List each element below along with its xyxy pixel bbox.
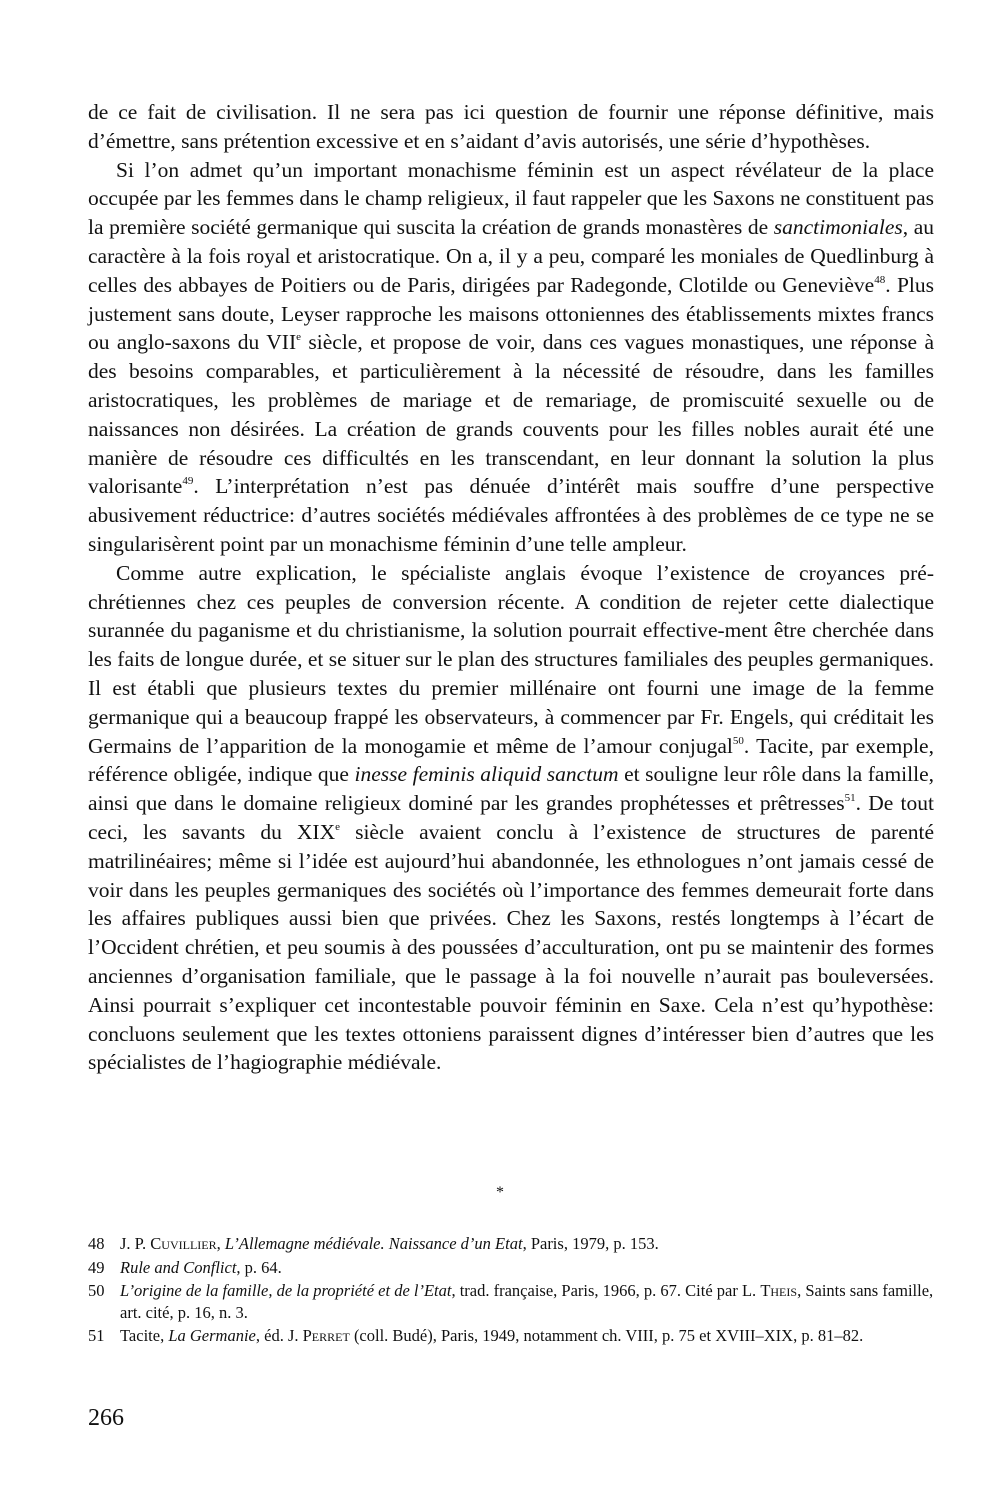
paragraph-2 xyxy=(88,156,934,559)
footnote-text: , Saints sans famille, art. cité, p. 16, n. 3. xyxy=(120,1281,934,1322)
footnote-number: 49 xyxy=(88,1257,105,1277)
italic-latin-quote: inesse feminis aliquid sanctum xyxy=(354,762,619,787)
footnote-ref-48[interactable]: 48 xyxy=(874,273,886,286)
footnote-text: , p. 64. xyxy=(236,1257,282,1277)
paragraph-3-text-a: Comme autre explication, le spécialiste anglais évoque l’existence de croyances pré-chrétiennes chez ces peuples de conversion récente. A condition de rejeter cette dialectique surannée du paganisme et du christianisme, la solution pourrait effective-ment être cherchée dans les faits de longue durée, et se situer sur le plan des structures familiales des peuples germaniques. Il est établi que plusieurs textes du premier millénaire ont fourni une image de la femme germanique qui a beaucoup frappé les observateurs, à commencer par Fr. Engels, qui créditait les Germains de l’apparition de la monogamie et même de l’amour conjugal xyxy=(88,560,934,758)
footnote-text: Tacite, xyxy=(120,1326,169,1345)
paragraph-3-text-f: siècle avaient conclu à l’existence de structures de parenté matrilinéaires; même si l’idée est aujourd’hui abandonnée, les ethnologues n’ont jamais cessé de voir dans les peuples germaniques des sociétés où l’importance des femmes demeurait forte dans les affaires publiques aussi bien que privées. Chez les Saxons, restés longtemps à l’écart de l’Occident chrétien, et peu soumis à des poussées d’acculturation, ont pu se maintenir des formes anciennes d’organisation familiale, que le passage à la foi nouvelle n’aurait pas bouleversées. Ainsi pourrait s’expliquer cet incontestable pouvoir féminin en Saxe. Cela n’est qu’hypothèse: concluons seulement que les textes ottoniens paraissent dignes d’intéresser bien d’autres que les spécialistes de l’hagiographie médiévale. xyxy=(88,819,934,1075)
paragraph-2-text-f: . L’interprétation n’est pas dénuée d’intérêt mais souffre d’une perspective abusivement réductrice: d’autres sociétés médiévales affrontées à des problèmes de ce type ne se singularisèrent point par un monachisme féminin d’une telle ampleur. xyxy=(88,474,934,556)
footnote-author: Theis xyxy=(760,1281,798,1300)
footnote-50 xyxy=(88,1280,934,1323)
footnote-title: La Germanie xyxy=(168,1326,256,1345)
footnote-text: , trad. française, Paris, 1966, p. 67. Cité par L. xyxy=(451,1281,761,1300)
footnote-ref-50[interactable]: 50 xyxy=(732,734,744,747)
footnote-title: L’origine de la famille, de la propriété et de l’Etat xyxy=(120,1281,452,1300)
footnote-51 xyxy=(88,1325,934,1347)
footnote-number: 48 xyxy=(88,1234,105,1253)
paragraph-1 xyxy=(88,98,934,156)
paragraph-3-text-e: . De tout ceci, les savants du XIX xyxy=(88,791,934,844)
footnote-text: , éd. J. xyxy=(255,1326,303,1345)
footnote-number: 50 xyxy=(88,1281,105,1300)
paragraph-1-text: de ce fait de civilisation. Il ne sera pas ici question de fournir une réponse définitive, mais d’émettre, sans prétention excessive et en s’aidant d’avis autorisés, une série d’hypothèses. xyxy=(88,100,934,153)
italic-term-sanctimoniales: sanctimoniales xyxy=(773,215,903,240)
footnote-text: , xyxy=(216,1234,225,1253)
page-number: 266 xyxy=(88,1405,124,1431)
paragraph-3-text-d: et souligne leur rôle dans la famille, ainsi que dans le domaine religieux dominé par les grandes prophétesses et prêtresses xyxy=(88,762,934,816)
paragraph-3 xyxy=(88,559,934,1077)
section-separator: * xyxy=(496,1184,504,1201)
footnote-author: Perret xyxy=(302,1326,350,1345)
footnote-ref-51[interactable]: 51 xyxy=(844,792,856,805)
paragraph-2-text-d: . Plus justement sans doute, Leyser rapproche les maisons ottoniennes des établissements mixtes francs ou anglo-saxons du VII xyxy=(88,272,934,355)
paragraph-2-text-c: , au caractère à la fois royal et aristocratique. On a, il y a peu, comparé les moniales de Quedlinburg à celles des abbayes de Poitiers ou de Paris, dirigées par Radegonde, Clotilde ou Geneviève xyxy=(88,215,935,297)
footnote-49 xyxy=(88,1257,934,1279)
footnotes xyxy=(88,1233,934,1349)
superscript-e: e xyxy=(335,820,341,833)
footnote-number: 51 xyxy=(88,1326,105,1345)
footnote-title: Rule and Conflict xyxy=(120,1257,237,1277)
footnote-text: , Paris, 1979, p. 153. xyxy=(522,1234,659,1253)
footnote-text: J. P. xyxy=(120,1234,151,1253)
footnote-48 xyxy=(88,1233,934,1255)
paragraph-2-text-e: siècle, et propose de voir, dans ces vagues monastiques, une réponse à des besoins comparables, et particulièrement à la nécessité de résoudre, dans les familles aristocratiques, les problèmes de mariage et de remariage, de promiscuité sexuelle ou de naissances non désirées. La création de grands couvents pour les filles nobles aurait été une manière de résoudre ces difficultés en les transcendant, en leur donnant la solution la plus valorisante xyxy=(88,330,934,499)
footnote-author: Cuvillier xyxy=(150,1234,217,1253)
superscript-e: e xyxy=(296,331,301,344)
paragraph-2-text-a: Si l’on admet qu’un important monachisme féminin est un aspect révélateur de la place occupée par les femmes dans le champ religieux, il faut rappeler que les Saxons ne constituent pas la première société germanique qui suscita la création de grands monastères de xyxy=(88,157,934,240)
footnote-text: (coll. Budé), Paris, 1949, notamment ch. VIII, p. 75 et XVIII–XIX, p. 81–82. xyxy=(349,1326,864,1345)
paragraph-3-text-b: . Tacite, par exemple, référence obligée, indique que xyxy=(88,733,934,787)
footnote-title: L’Allemagne médiévale. Naissance d’un Etat xyxy=(224,1234,523,1253)
footnote-ref-49[interactable]: 49 xyxy=(182,475,194,488)
body-text xyxy=(88,98,934,1077)
